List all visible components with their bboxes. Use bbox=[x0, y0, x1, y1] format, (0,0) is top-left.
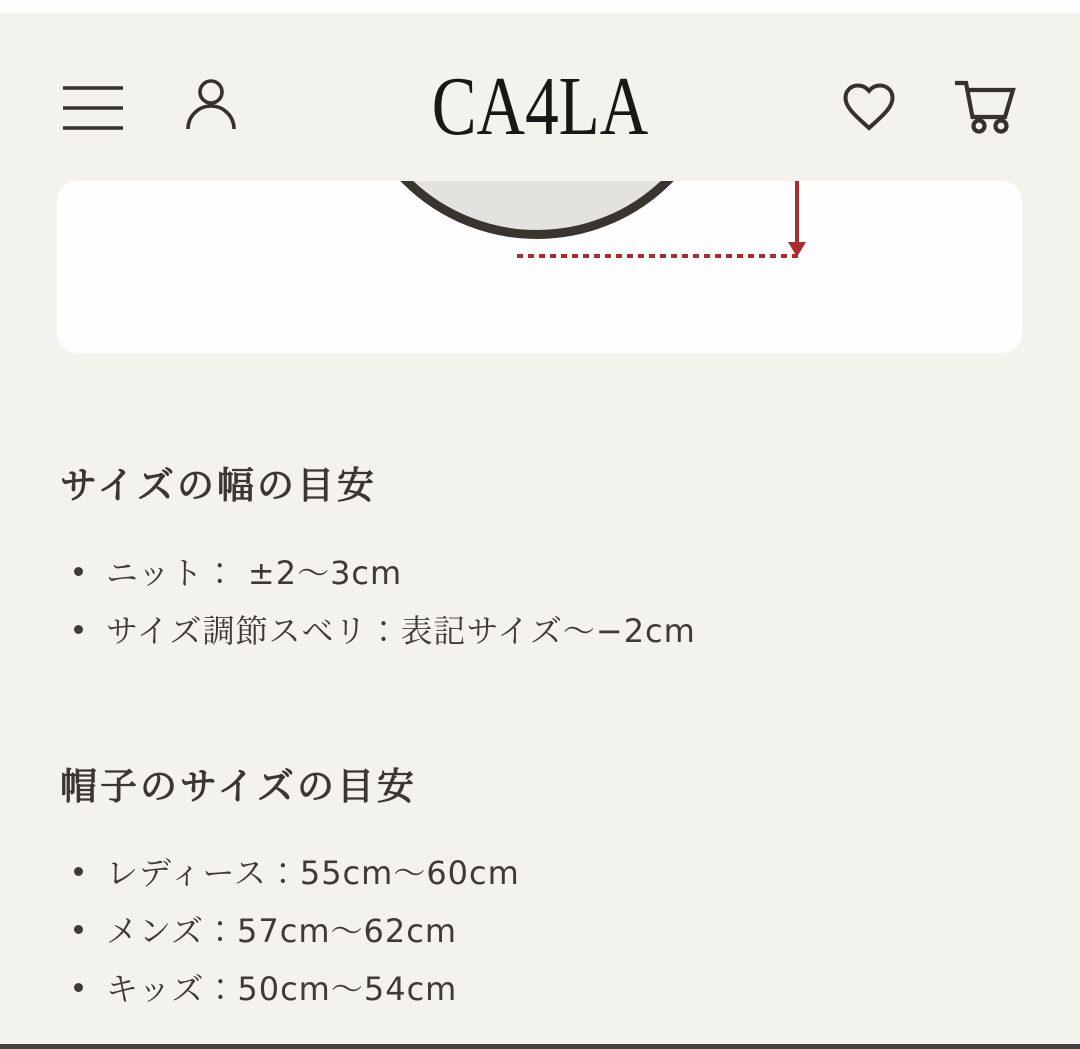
red-dotted-baseline bbox=[517, 254, 799, 258]
wishlist-heart-icon bbox=[841, 81, 897, 133]
list-item bbox=[60, 900, 520, 958]
bullet-dot bbox=[74, 625, 83, 634]
list-item bbox=[60, 958, 520, 1016]
list-item bbox=[60, 600, 696, 658]
site-header bbox=[0, 13, 1080, 173]
list-item-text: キッズ：50cm〜54cm bbox=[106, 970, 458, 1008]
section-title-size-range: サイズの幅の目安 bbox=[60, 464, 378, 507]
bullet-dot bbox=[74, 567, 83, 576]
red-arrow-line bbox=[795, 181, 799, 243]
hat-sizes-list bbox=[60, 842, 520, 1016]
hat-measurement-diagram-card bbox=[57, 181, 1022, 353]
list-item bbox=[60, 542, 696, 600]
wishlist-button[interactable] bbox=[841, 81, 897, 133]
section-title-hat-sizes: 帽子のサイズの目安 bbox=[60, 765, 418, 808]
status-bar-strip bbox=[0, 0, 1080, 13]
list-item-text: ニット： ±2〜3cm bbox=[106, 554, 403, 592]
hat-crown-shape bbox=[347, 181, 727, 239]
cart-button[interactable] bbox=[953, 77, 1019, 135]
size-range-list bbox=[60, 542, 696, 658]
list-item-text: メンズ：57cm〜62cm bbox=[106, 912, 458, 950]
list-item-text: サイズ調節スベリ：表記サイズ〜−2cm bbox=[106, 612, 696, 650]
list-item bbox=[60, 842, 520, 900]
bullet-dot bbox=[74, 867, 83, 876]
cart-icon bbox=[953, 77, 1019, 135]
bullet-dot bbox=[74, 925, 83, 934]
bullet-dot bbox=[74, 983, 83, 992]
list-item-text: レディース：55cm〜60cm bbox=[106, 854, 520, 892]
brand-logo[interactable]: CA4LA bbox=[431, 60, 649, 153]
bottom-divider-bar bbox=[0, 1044, 1080, 1049]
